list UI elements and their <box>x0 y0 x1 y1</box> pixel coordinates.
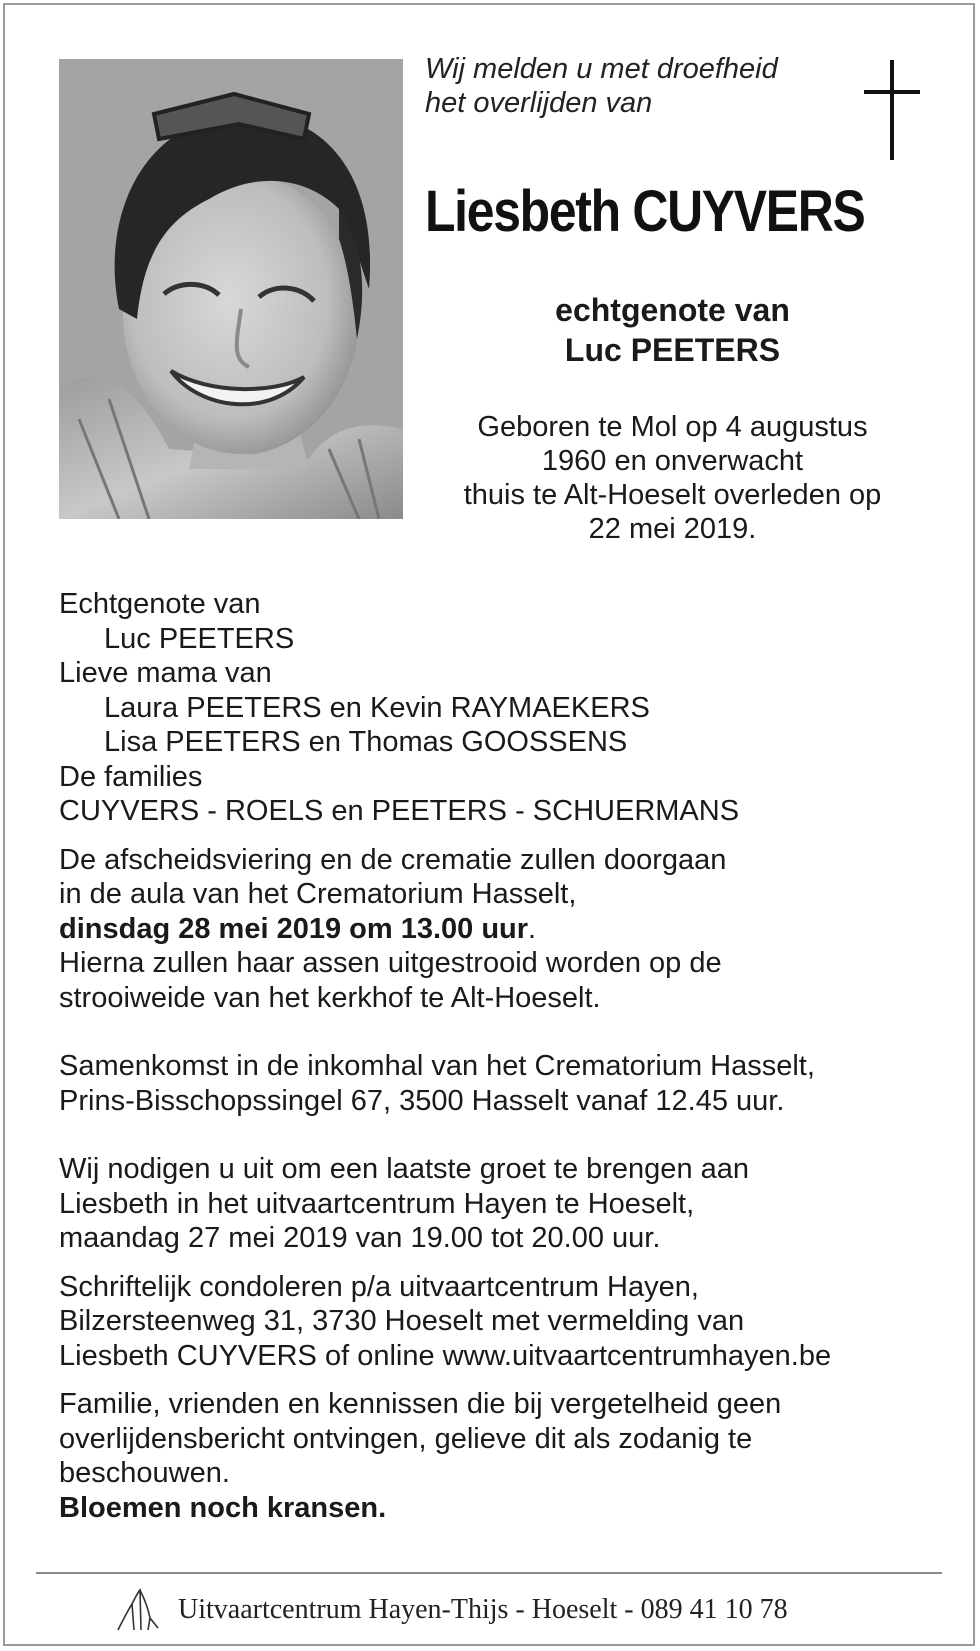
intro-line: het overlijden van <box>425 87 653 119</box>
footer-divider <box>36 1572 942 1574</box>
ceremony-date-bold: dinsdag 28 mei 2019 om 13.00 uur <box>59 912 529 945</box>
visitation-line: Liesbeth in het uitvaartcentrum Hayen te Hoeselt, <box>59 1187 695 1220</box>
birth-line: thuis te Alt-Hoeselt overleden op <box>463 479 882 511</box>
notice-line: beschouwen. <box>59 1457 230 1489</box>
family-children-heading: Lieve mama van <box>59 657 272 689</box>
notice-line: Familie, vrienden en kennissen die bij vergetelheid geen <box>59 1388 782 1420</box>
intro-text <box>425 52 778 120</box>
cross-icon <box>864 60 920 160</box>
family-section <box>59 587 939 1525</box>
family-spouse-heading: Echtgenote van <box>59 588 261 620</box>
gathering-line: Samenkomst in de inkomhal van het Crematorium Hasselt, <box>59 1050 815 1082</box>
portrait-photo <box>59 59 403 519</box>
flowers-notice: Bloemen noch kransen. <box>59 1491 387 1524</box>
ceremony-line: strooiweide van het kerkhof te Alt-Hoeselt. <box>59 981 601 1014</box>
funeral-home-info: Uitvaartcentrum Hayen-Thijs - Hoeselt - 089 41 10 78 <box>178 1594 788 1625</box>
condolence-line: Bilzersteenweg 31, 3730 Hoeselt met vermelding van <box>59 1305 745 1337</box>
spouse-block <box>425 290 920 370</box>
ceremony-date <box>59 912 939 947</box>
condolence-line: Liesbeth CUYVERS of online www.uitvaartcentrumhayen.be <box>59 1339 832 1372</box>
notice-line: overlijdensbericht ontvingen, gelieve dit als zodanig te <box>59 1422 753 1455</box>
gathering-line: Prins-Bisschopssingel 67, 3500 Hasselt vanaf 12.45 uur. <box>59 1084 785 1117</box>
family-child: Lisa PEETERS en Thomas GOOSSENS <box>104 726 628 758</box>
visitation-line: maandag 27 mei 2019 van 19.00 tot 20.00 uur. <box>59 1222 661 1254</box>
portrait-illustration <box>59 59 403 519</box>
ceremony-date-suffix: . <box>528 912 537 945</box>
birth-line: Geboren te Mol op 4 augustus <box>477 411 868 443</box>
family-spouse: Luc PEETERS <box>104 622 295 655</box>
families: CUYVERS - ROELS en PEETERS - SCHUERMANS <box>59 795 740 827</box>
deceased-name: Liesbeth CUYVERS <box>425 179 865 244</box>
spouse-label: echtgenote van <box>555 292 790 328</box>
ceremony-line: Hierna zullen haar assen uitgestrooid worden op de <box>59 947 722 979</box>
condolence-line: Schriftelijk condoleren p/a uitvaartcentrum Hayen, <box>59 1270 699 1303</box>
ceremony-line: De afscheidsviering en de crematie zullen doorgaan <box>59 843 727 876</box>
ceremony-line: in de aula van het Crematorium Hasselt, <box>59 878 577 910</box>
families-heading: De families <box>59 760 203 793</box>
intro-line: Wij melden u met droefheid <box>425 53 778 85</box>
family-child: Laura PEETERS en Kevin RAYMAEKERS <box>104 691 650 724</box>
footer <box>114 1585 788 1635</box>
birth-death-info <box>425 410 920 546</box>
birth-line: 22 mei 2019. <box>588 513 757 545</box>
funeral-home-logo-icon <box>114 1588 164 1632</box>
spouse-name: Luc PEETERS <box>564 332 781 368</box>
visitation-line: Wij nodigen u uit om een laatste groet te brengen aan <box>59 1153 750 1185</box>
birth-line: 1960 en onverwacht <box>541 445 804 477</box>
